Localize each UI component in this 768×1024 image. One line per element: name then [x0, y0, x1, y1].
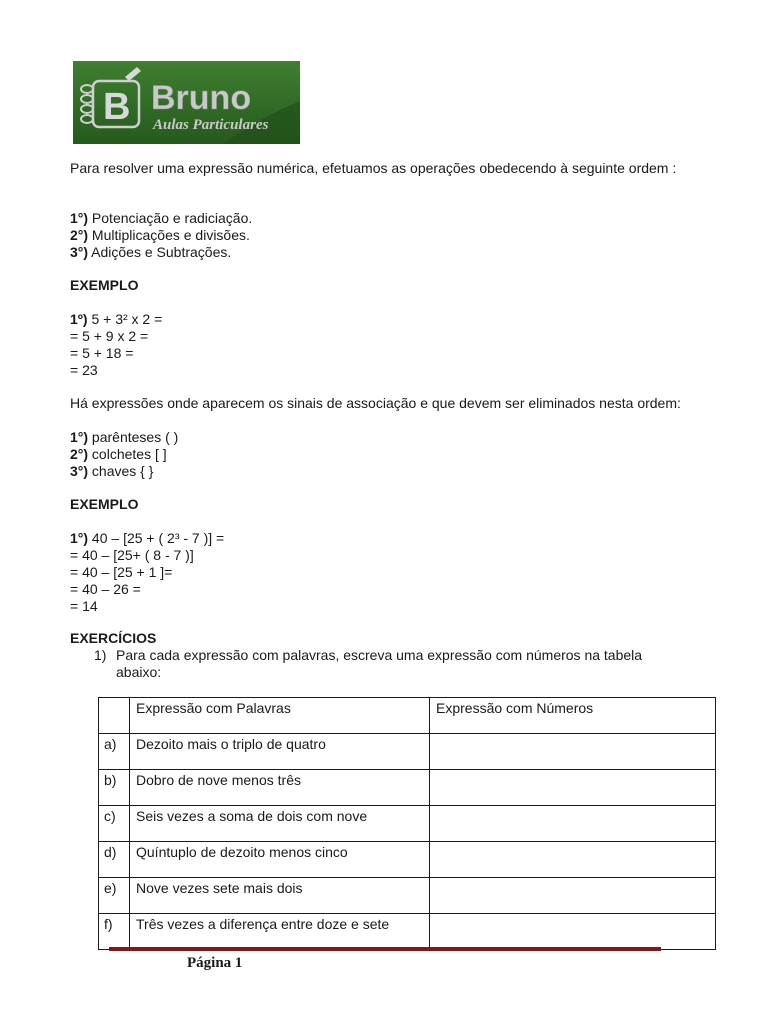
exercise-1-number: 1) — [94, 647, 107, 663]
word-expression-cell: Três vezes a diferença entre doze e sete — [130, 914, 430, 950]
row-letter: d) — [99, 842, 130, 878]
row-letter: b) — [99, 770, 130, 806]
example2-step: = 40 – [25+ ( 8 - 7 )] — [70, 547, 194, 563]
svg-text:B: B — [103, 86, 131, 128]
exercise-table — [98, 697, 716, 950]
example-heading-2: EXEMPLO — [70, 496, 139, 512]
word-expression-cell: Seis vezes a soma de dois com nove — [130, 806, 430, 842]
example1-step: = 5 + 9 x 2 = — [70, 328, 149, 344]
intro2-paragraph: Há expressões onde aparecem os sinais de associação e que devem ser eliminados nesta ordem: — [70, 395, 681, 411]
row-letter: c) — [99, 806, 130, 842]
table-row — [99, 842, 716, 878]
number-expression-cell[interactable] — [430, 878, 716, 914]
table-row — [99, 878, 716, 914]
row-letter: e) — [99, 878, 130, 914]
table-row — [99, 806, 716, 842]
number-expression-cell[interactable] — [430, 734, 716, 770]
example2-line-1: 1°) 40 – [25 + ( 2³ - 7 )] = — [70, 530, 225, 546]
intro-paragraph: Para resolver uma expressão numérica, efetuamos as operações obedecendo à seguinte ordem : — [70, 160, 677, 176]
word-expression-cell: Nove vezes sete mais dois — [130, 878, 430, 914]
word-expression-cell: Dobro de nove menos três — [130, 770, 430, 806]
logo-name: Bruno — [151, 79, 252, 117]
table-header-cell: Expressão com Números — [430, 698, 716, 734]
number-expression-cell[interactable] — [430, 806, 716, 842]
example2-step: = 40 – 26 = — [70, 581, 141, 597]
exercise-1-line-1: Para cada expressão com palavras, escreva uma expressão com números na tabela — [116, 647, 643, 663]
order2-item-3: 3°) chaves { } — [70, 463, 154, 479]
number-expression-cell[interactable] — [430, 770, 716, 806]
footer-divider — [109, 947, 661, 951]
example1-step: = 23 — [70, 362, 98, 378]
number-expression-cell[interactable] — [430, 914, 716, 950]
order2-item-1: 1°) parênteses ( ) — [70, 429, 179, 445]
example1-step: = 5 + 18 = — [70, 345, 134, 361]
order1-item-1: 1°) Potenciação e radiciação. — [70, 210, 253, 226]
table-header-row — [99, 698, 716, 734]
logo — [73, 61, 300, 144]
order2-item-2: 2°) colchetes [ ] — [70, 446, 167, 462]
row-letter: a) — [99, 734, 130, 770]
table-row — [99, 770, 716, 806]
example2-step: = 14 — [70, 598, 98, 614]
order1-item-3: 3°) Adições e Subtrações. — [70, 244, 232, 260]
order1-item-2: 2°) Multiplicações e divisões. — [70, 227, 250, 243]
table-header-cell: Expressão com Palavras — [130, 698, 430, 734]
row-letter: f) — [99, 914, 130, 950]
exercise-1-line-2: abaixo: — [116, 664, 162, 680]
example-heading-1: EXEMPLO — [70, 277, 139, 293]
word-expression-cell: Quíntuplo de dezoito menos cinco — [130, 842, 430, 878]
word-expression-cell: Dezoito mais o triplo de quatro — [130, 734, 430, 770]
example2-step: = 40 – [25 + 1 ]= — [70, 564, 173, 580]
exercises-heading: EXERCÍCIOS — [70, 630, 157, 646]
table-row — [99, 734, 716, 770]
example1-line-1: 1º) 5 + 3² x 2 = — [70, 311, 163, 327]
table-row — [99, 914, 716, 950]
number-expression-cell[interactable] — [430, 842, 716, 878]
page-number: Página 1 — [187, 955, 243, 971]
table-header-cell — [99, 698, 130, 734]
logo-tagline: Aulas Particulares — [153, 117, 269, 133]
